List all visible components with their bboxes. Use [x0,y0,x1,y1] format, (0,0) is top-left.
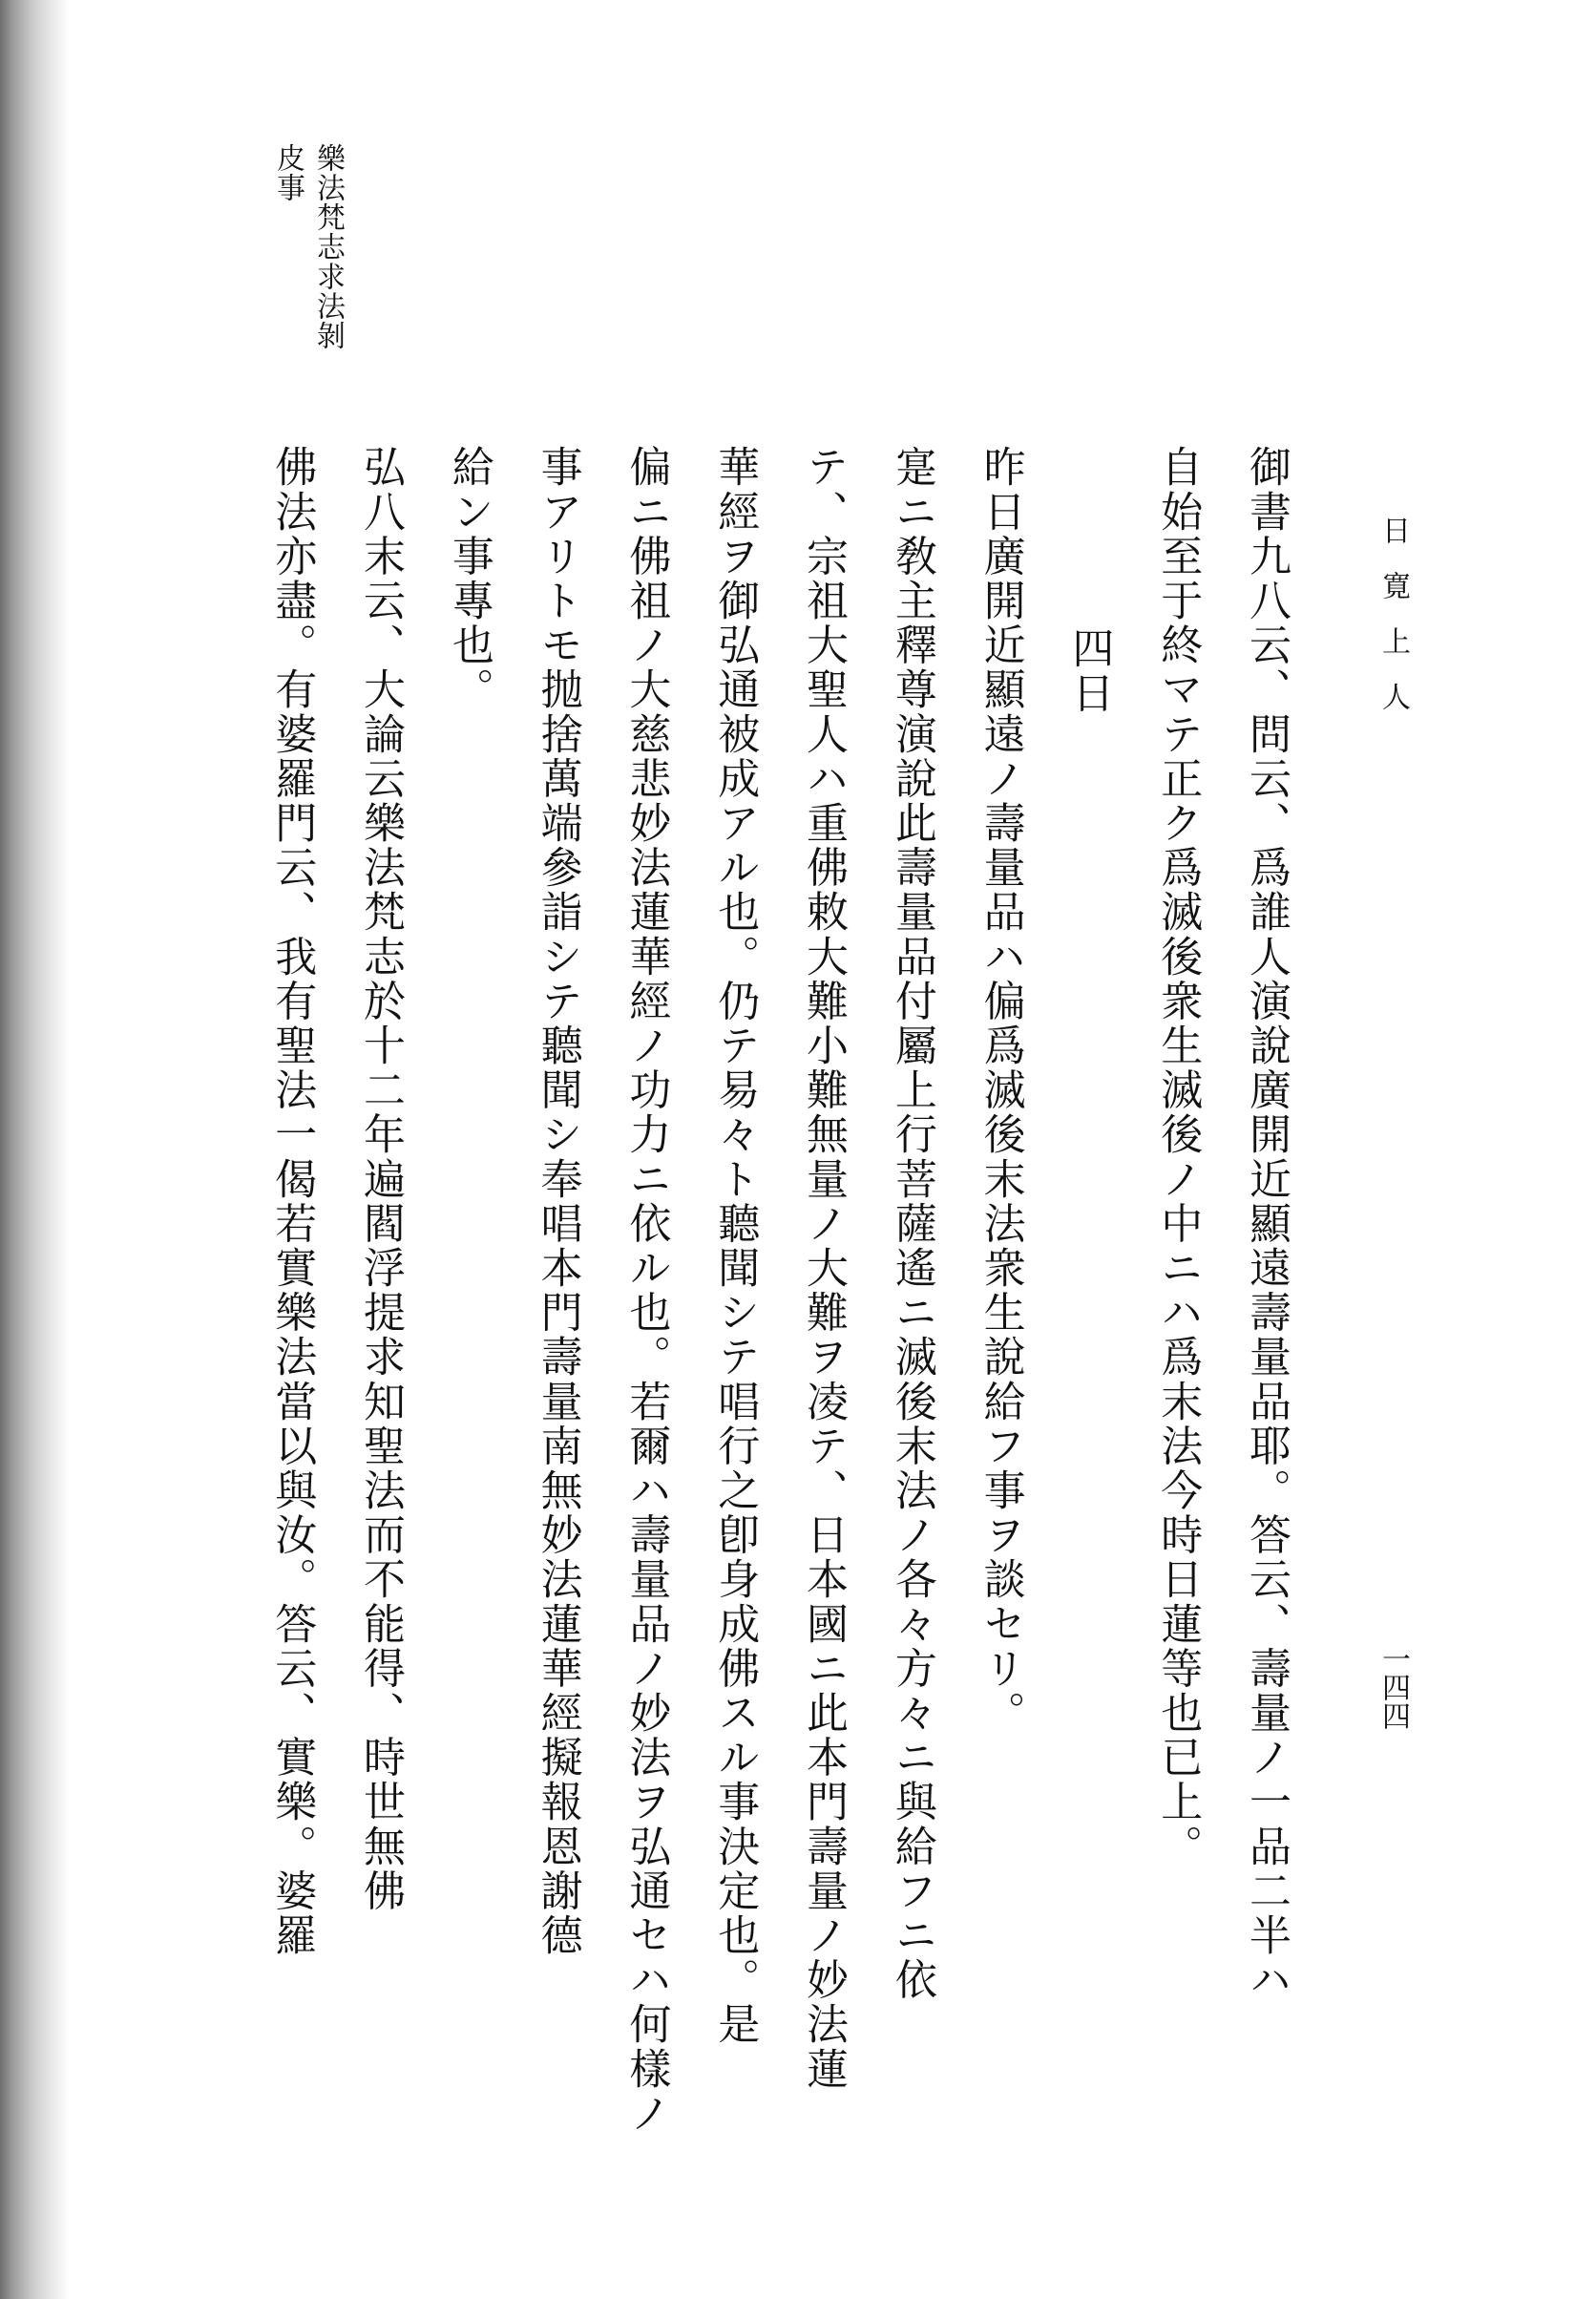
text-column: 御書九八云、問云、爲誰人演說廣開近顯遠壽量品耶。答云、壽量ノ一品二半ハ [1242,445,1291,2002]
text-column: 給ン事專也。 [444,445,494,712]
binding-shadow [0,0,69,2299]
side-note [267,143,347,350]
running-head: 日寛上人 [1376,516,1410,737]
side-note-line: 皮事 [271,143,304,202]
text-column: 華經ヲ御弘通被成アル也。仍テ易々ト聽聞シテ唱行之卽身成佛スル事決定也。是 [710,445,760,2047]
date-heading: 四日 [1064,626,1114,716]
text-column: 寔ニ敎主釋尊演說此壽量品付屬上行菩薩遙ニ滅後末法ノ各々方々ニ與給フニ依 [887,445,936,2002]
text-column: テ、宗祖大聖人ハ重佛敕大難小難無量ノ大難ヲ凌テ、日本國ニ此本門壽量ノ妙法蓮 [799,445,849,2092]
text-column: 事アリトモ抛捨萬端參詣シテ聽聞シ奉唱本門壽量南無妙法蓮華經擬報恩謝德 [533,445,582,1958]
page-number: 一四四 [1376,1644,1410,1730]
text-column: 偏ニ佛祖ノ大慈悲妙法蓮華經ノ功力ニ依ル也。若爾ハ壽量品ノ妙法ヲ弘通セハ何樣ノ [621,445,671,2136]
main-text [246,445,1310,2136]
side-note-line: 樂法梵志求法剝 [311,143,345,350]
text-column: 自始至于終マテ正ク爲滅後衆生滅後ノ中ニハ爲末法今時日蓮等也已上。 [1153,445,1203,1869]
text-column: 弘八末云、大論云樂法梵志於十二年遍閻浮提求知聖法而不能得、時世無佛 [356,445,406,1913]
text-column: 昨日廣開近顯遠ノ壽量品ハ偏爲滅後末法衆生說給フ事ヲ談セリ。 [976,445,1025,1736]
text-column: 佛法亦盡。有婆羅門云、我有聖法一偈若實樂法當以與汝。答云、實樂。婆羅 [267,445,317,1958]
